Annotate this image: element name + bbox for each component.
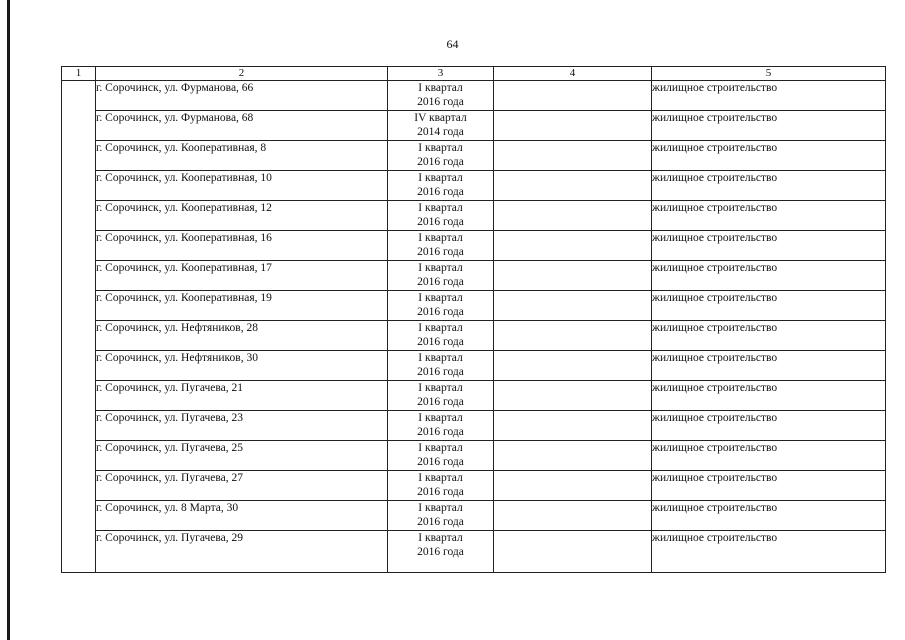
period-quarter: I квартал [418, 442, 463, 454]
purpose-cell: жилищное строительство [652, 501, 886, 531]
address-cell: г. Сорочинск, ул. Кооперативная, 12 [96, 201, 388, 231]
purpose-cell: жилищное строительство [652, 471, 886, 501]
table-row [62, 231, 886, 261]
column-4-cell [494, 531, 652, 573]
period-year: 2016 года [417, 306, 464, 318]
column-4-cell [494, 441, 652, 471]
column-4-cell [494, 351, 652, 381]
table-row [62, 111, 886, 141]
period-year: 2016 года [417, 186, 464, 198]
period-quarter: I квартал [418, 532, 463, 544]
period-cell [388, 201, 494, 231]
column-4-cell [494, 201, 652, 231]
table-row [62, 321, 886, 351]
column-4-cell [494, 321, 652, 351]
period-quarter: I квартал [418, 382, 463, 394]
column-4-cell [494, 471, 652, 501]
period-quarter: I квартал [418, 262, 463, 274]
table-row [62, 201, 886, 231]
address-cell: г. Сорочинск, ул. Кооперативная, 8 [96, 141, 388, 171]
table-row [62, 531, 886, 573]
period-quarter: I квартал [418, 472, 463, 484]
column-4-cell [494, 171, 652, 201]
period-cell [388, 351, 494, 381]
purpose-cell: жилищное строительство [652, 141, 886, 171]
column-4-cell [494, 141, 652, 171]
table-row [62, 141, 886, 171]
purpose-cell: жилищное строительство [652, 351, 886, 381]
purpose-cell: жилищное строительство [652, 321, 886, 351]
header-cell-4: 4 [494, 67, 652, 81]
period-cell [388, 321, 494, 351]
period-quarter: I квартал [418, 172, 463, 184]
purpose-cell: жилищное строительство [652, 441, 886, 471]
table-row [62, 441, 886, 471]
purpose-cell: жилищное строительство [652, 531, 886, 573]
address-cell: г. Сорочинск, ул. Пугачева, 23 [96, 411, 388, 441]
table-row [62, 261, 886, 291]
address-cell: г. Сорочинск, ул. Кооперативная, 10 [96, 171, 388, 201]
purpose-cell: жилищное строительство [652, 231, 886, 261]
period-year: 2016 года [417, 216, 464, 228]
period-cell [388, 441, 494, 471]
period-cell [388, 231, 494, 261]
period-year: 2016 года [417, 396, 464, 408]
address-cell: г. Сорочинск, ул. Пугачева, 27 [96, 471, 388, 501]
period-cell [388, 501, 494, 531]
column-4-cell [494, 501, 652, 531]
table-row [62, 351, 886, 381]
row-group-cell [62, 81, 96, 573]
page-number: 64 [446, 37, 459, 51]
period-year: 2016 года [417, 246, 464, 258]
period-quarter: I квартал [418, 322, 463, 334]
period-year: 2016 года [417, 276, 464, 288]
purpose-cell: жилищное строительство [652, 411, 886, 441]
address-cell: г. Сорочинск, ул. Фурманова, 68 [96, 111, 388, 141]
table-row [62, 171, 886, 201]
purpose-cell: жилищное строительство [652, 111, 886, 141]
period-year: 2016 года [417, 486, 464, 498]
period-quarter: I квартал [418, 232, 463, 244]
address-cell: г. Сорочинск, ул. Фурманова, 66 [96, 81, 388, 111]
period-quarter: I квартал [418, 202, 463, 214]
address-cell: г. Сорочинск, ул. 8 Марта, 30 [96, 501, 388, 531]
address-cell: г. Сорочинск, ул. Нефтяников, 30 [96, 351, 388, 381]
period-quarter: I квартал [418, 412, 463, 424]
period-quarter: I квартал [418, 502, 463, 514]
column-4-cell [494, 261, 652, 291]
header-cell-1: 1 [62, 67, 96, 81]
table-row [62, 501, 886, 531]
column-4-cell [494, 291, 652, 321]
table-row [62, 381, 886, 411]
address-cell: г. Сорочинск, ул. Пугачева, 21 [96, 381, 388, 411]
period-year: 2016 года [417, 426, 464, 438]
period-cell [388, 411, 494, 441]
address-cell: г. Сорочинск, ул. Кооперативная, 19 [96, 291, 388, 321]
table-row [62, 411, 886, 441]
table-row [62, 291, 886, 321]
column-4-cell [494, 231, 652, 261]
column-4-cell [494, 411, 652, 441]
period-year: 2016 года [417, 546, 464, 558]
address-cell: г. Сорочинск, ул. Пугачева, 29 [96, 531, 388, 573]
period-year: 2016 года [417, 516, 464, 528]
purpose-cell: жилищное строительство [652, 261, 886, 291]
period-cell [388, 381, 494, 411]
period-cell [388, 531, 494, 573]
scan-edge-line [7, 0, 10, 640]
purpose-cell: жилищное строительство [652, 291, 886, 321]
period-year: 2014 года [417, 126, 464, 138]
header-cell-5: 5 [652, 67, 886, 81]
purpose-cell: жилищное строительство [652, 171, 886, 201]
table-row [62, 81, 886, 111]
address-cell: г. Сорочинск, ул. Кооперативная, 16 [96, 231, 388, 261]
column-4-cell [494, 111, 652, 141]
table-header-row [62, 67, 886, 81]
period-cell [388, 111, 494, 141]
period-quarter: I квартал [418, 82, 463, 94]
purpose-cell: жилищное строительство [652, 81, 886, 111]
table-row [62, 471, 886, 501]
purpose-cell: жилищное строительство [652, 381, 886, 411]
period-quarter: I квартал [418, 142, 463, 154]
period-quarter: I квартал [418, 292, 463, 304]
address-cell: г. Сорочинск, ул. Нефтяников, 28 [96, 321, 388, 351]
period-quarter: I квартал [418, 352, 463, 364]
period-year: 2016 года [417, 336, 464, 348]
column-4-cell [494, 81, 652, 111]
header-cell-3: 3 [388, 67, 494, 81]
period-cell [388, 81, 494, 111]
period-year: 2016 года [417, 96, 464, 108]
purpose-cell: жилищное строительство [652, 201, 886, 231]
period-cell [388, 261, 494, 291]
header-cell-2: 2 [96, 67, 388, 81]
document-table [61, 66, 886, 573]
period-quarter: IV квартал [414, 112, 467, 124]
period-cell [388, 141, 494, 171]
period-year: 2016 года [417, 456, 464, 468]
table-body [62, 67, 886, 573]
column-4-cell [494, 381, 652, 411]
period-cell [388, 471, 494, 501]
period-year: 2016 года [417, 366, 464, 378]
period-cell [388, 171, 494, 201]
period-year: 2016 года [417, 156, 464, 168]
period-cell [388, 291, 494, 321]
address-cell: г. Сорочинск, ул. Кооперативная, 17 [96, 261, 388, 291]
address-cell: г. Сорочинск, ул. Пугачева, 25 [96, 441, 388, 471]
